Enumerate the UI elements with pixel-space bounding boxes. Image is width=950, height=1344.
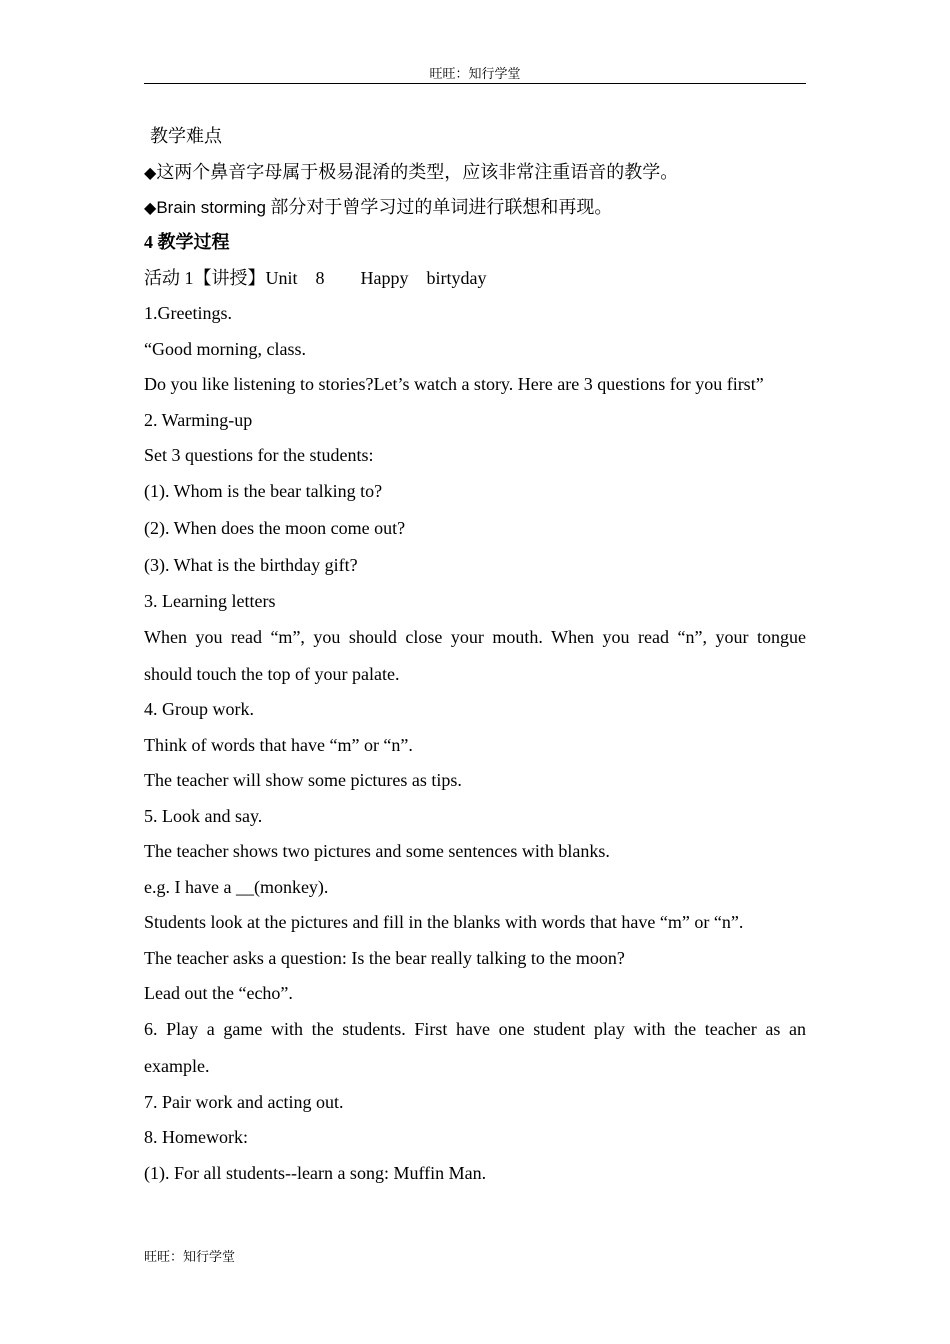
paragraph: Lead out the “echo”.: [144, 983, 293, 1003]
section-heading: 4 教学过程: [144, 232, 230, 252]
activity-title: 活动 1【讲授】Unit 8 Happy birtyday: [144, 268, 487, 288]
paragraph: e.g. I have a __(monkey).: [144, 877, 329, 897]
paragraph: When you read “m”, you should close your mouth. When you read “n”, your tongue: [144, 627, 806, 647]
paragraph: The teacher will show some pictures as tips.: [144, 770, 462, 790]
paragraph: 6. Play a game with the students. First have one student play with the teacher as an: [144, 1019, 806, 1039]
question-item: (2). When does the moon come out?: [144, 518, 406, 538]
paragraph: Students look at the pictures and fill in the blanks with words that have “m” or “n”.: [144, 912, 744, 932]
paragraph: 1.Greetings.: [144, 303, 232, 323]
header-rule: [144, 83, 806, 84]
bullet-item: [144, 160, 678, 185]
paragraph: 2. Warming-up: [144, 410, 253, 430]
paragraph: 4. Group work.: [144, 699, 254, 719]
paragraph: 3. Learning letters: [144, 591, 276, 611]
bullet-text: 部分对于曾学习过的单词进行联想和再现。: [265, 197, 613, 217]
paragraph: 5. Look and say.: [144, 806, 263, 826]
paragraph: The teacher shows two pictures and some sentences with blanks.: [144, 841, 610, 861]
paragraph: Set 3 questions for the students:: [144, 445, 374, 465]
diamond-bullet-icon: ◆: [144, 163, 157, 182]
paragraph: should touch the top of your palate.: [144, 664, 400, 684]
bullet-item: [144, 195, 612, 220]
paragraph: 8. Homework:: [144, 1127, 248, 1147]
question-item: (3). What is the birthday gift?: [144, 555, 358, 575]
question-item: (1). Whom is the bear talking to?: [144, 481, 383, 501]
difficulty-heading: 教学难点: [150, 126, 222, 146]
paragraph: “Good morning, class.: [144, 339, 306, 359]
bullet-text: 这两个鼻音字母属于极易混淆的类型，应该非常注重语音的教学。: [156, 162, 679, 182]
page-header: 旺旺：知行学堂: [429, 66, 521, 81]
paragraph: Think of words that have “m” or “n”.: [144, 735, 413, 755]
diamond-bullet-icon: ◆: [144, 198, 157, 217]
page-footer: 旺旺：知行学堂: [144, 1249, 236, 1264]
bullet-english-term: Brain storming: [156, 198, 266, 217]
paragraph: 7. Pair work and acting out.: [144, 1092, 344, 1112]
paragraph: example.: [144, 1056, 210, 1076]
paragraph: Do you like listening to stories?Let’s watch a story. Here are 3 questions for you first”: [144, 374, 764, 394]
paragraph: The teacher asks a question: Is the bear really talking to the moon?: [144, 948, 625, 968]
paragraph: (1). For all students--learn a song: Muffin Man.: [144, 1163, 487, 1183]
